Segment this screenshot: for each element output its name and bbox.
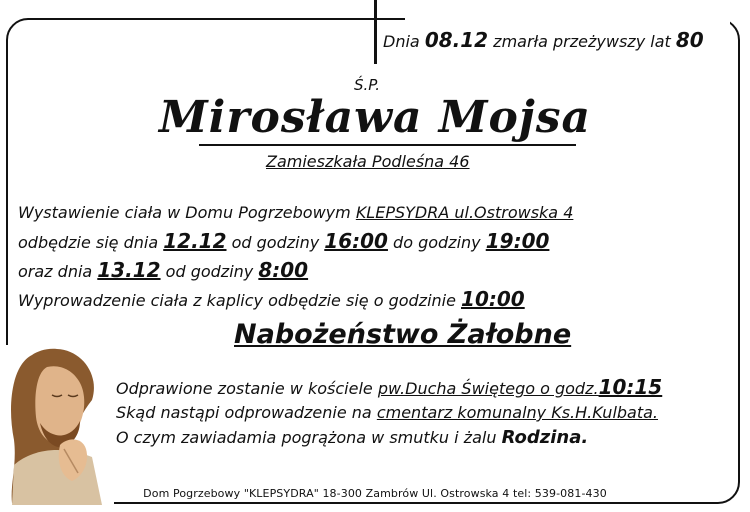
schedule-text: do godziny <box>393 233 481 252</box>
procession-text: Wyprowadzenie ciała z kaplicy odbędzie się o godzinie <box>18 291 456 310</box>
praying-jesus-image <box>2 345 114 505</box>
service-row <box>116 375 662 400</box>
cross-icon <box>374 0 377 64</box>
viewing-text: Wystawienie ciała w Domu Pogrzebowym <box>18 203 351 222</box>
procession-time: 10:00 <box>461 287 525 311</box>
funeral-home-address: KLEPSYDRA ul.Ostrowska 4 <box>355 203 574 222</box>
service-row <box>116 400 662 425</box>
funeral-home-footer: Dom Pogrzebowy "KLEPSYDRA" 18-300 Zambrów Ul. Ostrowska 4 tel: 539-081-430 <box>143 487 607 500</box>
viewing-start-1: 16:00 <box>324 229 388 253</box>
service-time: 10:15 <box>598 375 663 399</box>
death-date-line <box>383 28 704 52</box>
service-row <box>116 425 662 450</box>
schedule-text: oraz dnia <box>18 262 93 281</box>
family-notice-text: O czym zawiadamia pogrążona w smutku i żalu <box>116 428 497 447</box>
cemetery-name: cmentarz komunalny Ks.H.Kulbata. <box>376 403 659 422</box>
death-prefix: Dnia <box>383 32 420 51</box>
schedule-row <box>18 285 573 314</box>
service-title: Nabożeństwo Żałobne <box>234 319 572 350</box>
frame-gap <box>370 14 730 24</box>
schedule-text: od godziny <box>231 233 320 252</box>
church-name: pw.Ducha Świętego o godz. <box>377 379 599 398</box>
death-age: 80 <box>675 28 704 52</box>
cross-bar <box>345 18 405 20</box>
name-underline <box>199 144 576 146</box>
family-label: Rodzina. <box>501 427 589 448</box>
schedule-row <box>18 198 573 227</box>
schedule-row <box>18 256 573 285</box>
deceased-name: Mirosława Mojsa <box>158 92 592 143</box>
viewing-date-2: 13.12 <box>97 258 161 282</box>
service-text: Skąd nastąpi odprowadzenie na <box>116 403 372 422</box>
service-details <box>116 375 662 450</box>
schedule-text: odbędzie się dnia <box>18 233 159 252</box>
viewing-date-1: 12.12 <box>163 229 227 253</box>
death-date: 08.12 <box>424 28 489 52</box>
deceased-address: Zamieszkała Podleśna 46 <box>266 152 470 171</box>
viewing-start-2: 8:00 <box>258 258 309 282</box>
viewing-schedule <box>18 198 573 314</box>
schedule-text: od godziny <box>165 262 254 281</box>
sp-abbrev: Ś.P. <box>354 76 381 94</box>
viewing-end-1: 19:00 <box>485 229 550 253</box>
service-text: Odprawione zostanie w kościele <box>116 379 373 398</box>
schedule-row <box>18 227 573 256</box>
death-middle: zmarła przeżywszy lat <box>493 32 671 51</box>
